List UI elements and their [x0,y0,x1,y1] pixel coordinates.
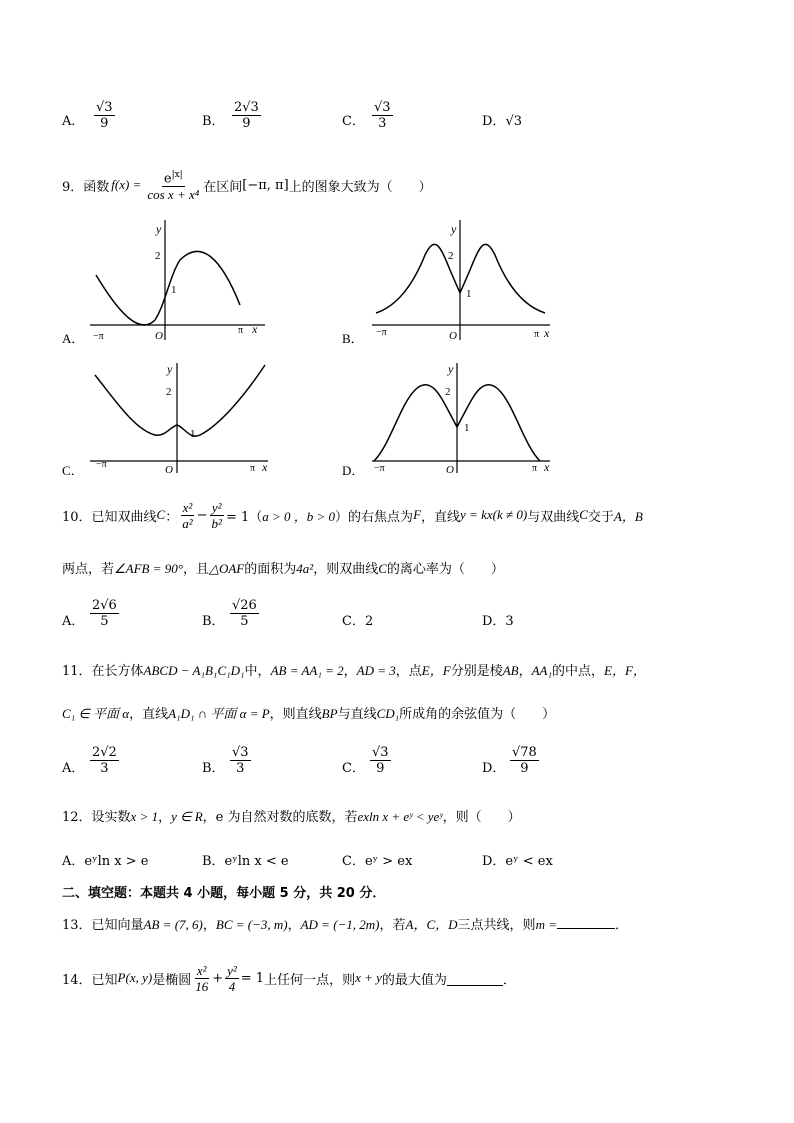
graph-a-tick-2: 2 [155,250,161,262]
q10-line1: 10．已知双曲线 C ： $\frac{\text{x²}}{\text{a²}}$ − $\frac{\text{y²}}{\text{b²}}$ = 1（ a > 0 ，b > 0 ）的右焦点为 F ，直线 y = kx(k ≠ 0) 与双曲线 C 交于 A，B [62,499,643,531]
q10-line2: 两点，若∠AFB = 90°，且△OAF的面积为4a²，则双曲线C的离心率为（ ） [62,561,504,577]
q11-option-d-frac: $\frac{√78}{9}$ [512,745,537,776]
graph-c-y-label: y [167,362,173,376]
graph-c-curve [95,365,265,436]
graph-b-label: B． [342,331,364,346]
q8-option-c-frac: $\frac{√3}{3}$ [374,100,391,131]
graph-c-tick-1: 1 [190,428,196,440]
q10-frac-y: $\frac{\text{y²}}{\text{b²}}$ [211,499,222,531]
graph-d-tick-2: 2 [445,386,451,398]
q12-option-b: B．eʸln x < e [202,854,289,869]
q13-stem: 13．已知向量AB = (7, 6)，BC = (−3, m)，AD = (−1, 2m)，若A，C，D三点共线，则m = ． [62,917,628,933]
q11-line1: 11．在长方体ABCD − A₁B₁C₁D₁中，AB = AA₁ = 2，AD = 3，点E，F分别是棱AB，AA₁的中点，E，F， [62,663,646,679]
graph-c-label: C． [62,463,84,475]
q11-line2: C₁ ∈ 平面 α，直线A₁D₁ ∩ 平面 α = P，则直线BP与直线CD₁所成角的余弦值为（ ） [62,706,556,722]
graph-d-y-label: y [448,362,454,376]
q8-option-b: B． [202,114,225,129]
q8-option-a: A． [62,114,85,129]
section-2-heading: 二、填空题：本题共 4 小题，每小题 5 分，共 20 分． [62,886,386,901]
q8-option-c: C． [342,114,365,129]
q10-frac-x: $\frac{\text{x²}}{\text{a²}}$ [182,499,193,531]
q9-graphs [0,215,794,475]
graph-b-right: π [534,329,540,340]
graph-d-right: π [532,463,538,474]
graph-a-tick-1: 1 [171,284,177,296]
q11-option-b: B． [202,761,225,776]
q13-answer-blank[interactable] [557,928,615,929]
q9-stem: 9．函数 f(x) = $\frac{e^{|x|}}{\text{cos x + x⁴}}$ 在区间 [−π, π] 上的图象大致为（ ） [62,169,432,203]
graph-b-x-label: x [544,326,550,340]
graph-d [342,362,550,475]
q11-option-a: A． [62,761,85,776]
graph-d-x-label: x [544,460,550,474]
q10-option-a-frac: $\frac{2√6}{5}$ [92,598,117,629]
graph-a-left: −π [93,331,104,342]
graph-b-tick-1: 1 [466,288,472,300]
graph-a-origin: O [155,330,163,342]
graph-b [342,220,550,346]
graph-d-label: D． [342,463,365,475]
graph-c [62,362,268,475]
graph-c-x-label: x [262,460,268,474]
q12-option-a: A．eʸln x > e [62,854,149,869]
graph-a-y-label: y [156,222,162,236]
q8-option-d: D．√3 [482,114,522,129]
q11-option-a-frac: $\frac{2√2}{3}$ [92,745,117,776]
q11-option-c: C． [342,761,365,776]
q12-stem: 12．设实数x > 1，y ∈ R，e 为自然对数的底数，若exln x + eʸ < yeʸ，则（ ） [62,809,521,825]
q14-stem: 14．已知 P(x, y) 是椭圆 $\frac{\text{x²}}{16}$ + $\frac{\text{y²}}{4}$ = 1 上任何一点，则 x + y 的最大值为 ． [62,962,516,994]
q11-option-b-frac: $\frac{√3}{3}$ [232,745,249,776]
graph-d-origin: O [446,464,454,475]
q11-option-c-frac: $\frac{√3}{9}$ [372,745,389,776]
q14-frac-y: $\frac{\text{y²}}{4}$ [227,962,237,994]
q10-option-a: A． [62,614,85,629]
graph-b-tick-2: 2 [448,250,454,262]
q14-frac-x: $\frac{\text{x²}}{16}$ [195,962,209,994]
graph-a-x-label: x [252,322,258,336]
q9-fraction: $\frac{e^{|x|}}{\text{cos x + x⁴}}$ [147,169,200,203]
q12-options [62,850,622,868]
vector-ab: AB = (7, 6) [143,917,203,932]
q8-option-a-frac: $\frac{√3}{9}$ [96,100,113,131]
q12-option-d: D．eʸ < ex [482,854,553,869]
q10-option-b-frac: $\frac{√26}{5}$ [232,598,257,629]
graph-a-label: A． [62,331,85,346]
q11-option-d: D． [482,761,506,776]
q14-answer-blank[interactable] [447,971,503,986]
vector-bc: BC = (−3, m) [215,917,288,932]
graph-c-left: −π [96,459,107,470]
graph-b-y-label: y [451,222,457,236]
graph-a-curve [96,251,240,325]
graph-a [62,220,265,346]
graph-c-right: π [250,463,256,474]
graph-d-left: −π [374,463,385,474]
graph-c-tick-2: 2 [166,386,172,398]
q10-option-c: C．2 [342,614,374,629]
graph-a-right: π [238,325,244,336]
graph-d-tick-1: 1 [464,422,470,434]
vector-ad: AD = (−1, 2m) [300,917,380,932]
q10-option-d: D．3 [482,614,514,629]
graph-b-origin: O [449,330,457,342]
q12-option-c: C．eʸ > ex [342,854,413,869]
q10-option-b: B． [202,614,225,629]
graph-c-origin: O [165,464,173,475]
graph-b-left: −π [376,327,387,338]
q8-option-b-frac: $\frac{2√3}{9}$ [234,100,259,131]
